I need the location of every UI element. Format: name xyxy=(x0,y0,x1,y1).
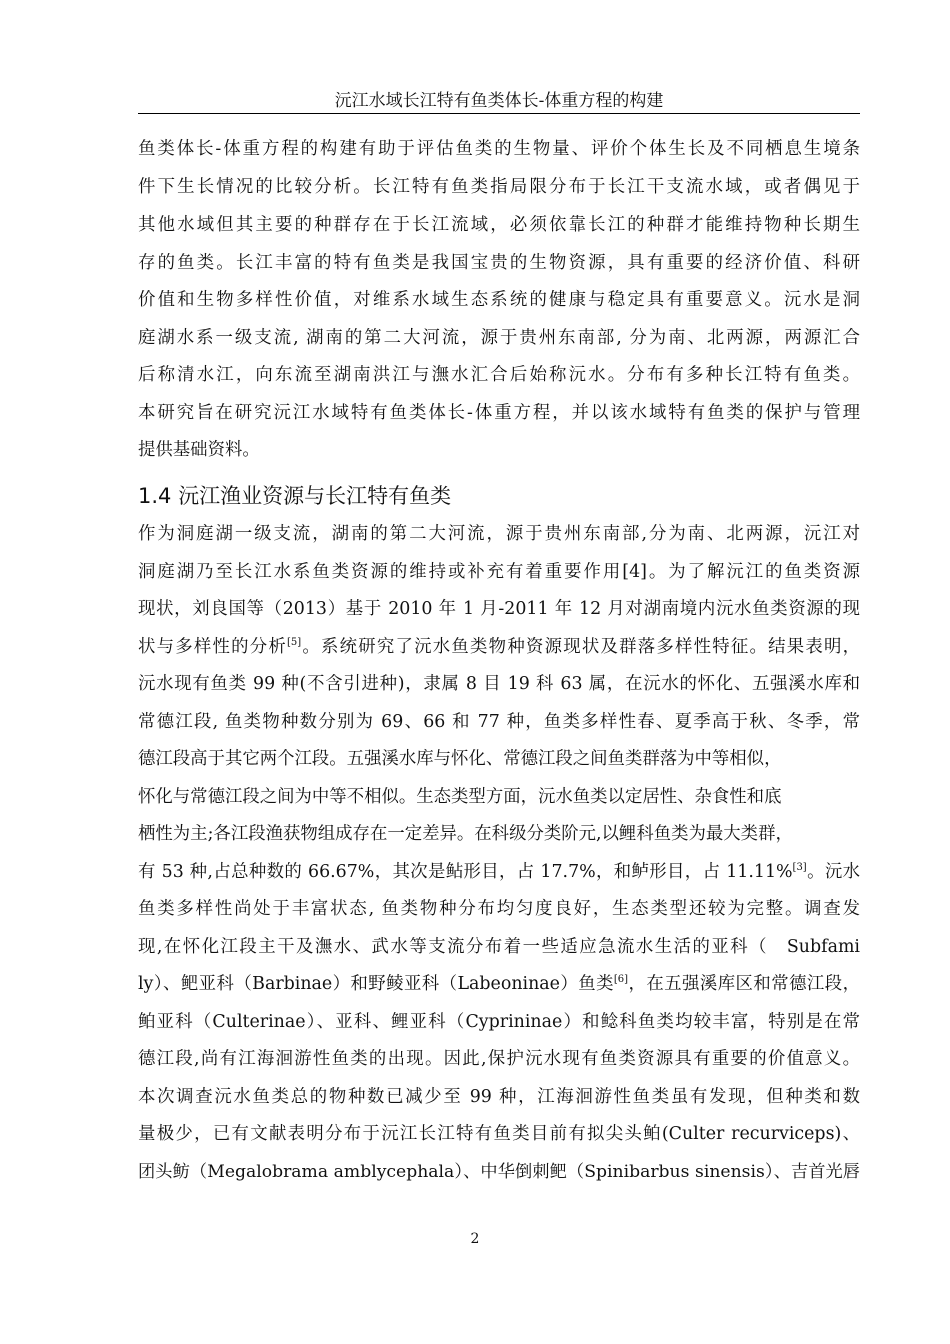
text-line: 现,在怀化江段主干及潕水、武水等支流分布着一些适应急流水生活的亚科（ Subfami xyxy=(138,937,860,957)
text-line xyxy=(138,630,860,664)
text-line: 本次调查沅水鱼类总的物种数已减少至 99 种，江海洄游性鱼类虽有发现，但种类和数 xyxy=(138,1087,860,1107)
text-line: 本研究旨在研究沅江水域特有鱼类体长-体重方程，并以该水域特有鱼类的保护与管理 xyxy=(138,403,860,423)
text-line: 常德江段, 鱼类物种数分别为 69、66 和 77 种，鱼类多样性春、夏季高于秋、冬季，常 xyxy=(138,712,860,732)
text-run: ，在五强溪库区和常德江段， xyxy=(628,974,860,994)
running-header: 沅江水域长江特有鱼类体长-体重方程的构建 xyxy=(334,91,664,111)
text-line xyxy=(138,967,860,1001)
citation: [5] xyxy=(287,637,302,648)
text-line: 存的鱼类。长江丰富的特有鱼类是我国宝贵的生物资源，具有重要的经济价值、科研 xyxy=(138,253,860,273)
text-line: 鱼类体长-体重方程的构建有助于评估鱼类的生物量、评价个体生长及不同栖息生境条 xyxy=(138,139,860,159)
citation: [3] xyxy=(792,862,807,873)
text-line xyxy=(138,855,860,889)
text-line: 鲌亚科（Culterinae）、亚科、鲤亚科（Cyprininae）和鲶科鱼类均较丰富，特别是在常 xyxy=(138,1012,860,1032)
text-line: 件下生长情况的比较分析。长江特有鱼类指局限分布于长江干支流水域，或者偶见于 xyxy=(138,177,860,197)
text-line: 提供基础资料。 xyxy=(138,440,260,460)
text-line: 现状，刘良国等（2013）基于 2010 年 1 月-2011 年 12 月对湖南境内沅水鱼类资源的现 xyxy=(138,599,860,619)
text-run: ly）、鲃亚科（Barbinae）和野鲮亚科（Labeoninae）鱼类 xyxy=(138,974,614,994)
text-line: 沅水现有鱼类 99 种(不含引进种)，隶属 8 目 19 科 63 属，在沅水的怀化、五强溪水库和 xyxy=(138,674,860,694)
text-line: 德江段高于其它两个江段。五强溪水库与怀化、常德江段之间鱼类群落为中等相似， xyxy=(138,749,782,769)
text-run: 有 53 种,占总种数的 66.67%，其次是鲇形目，占 17.7%，和鲈形目，占 11.11% xyxy=(138,862,793,882)
text-line: 团头鲂（Megalobrama amblycephala）、中华倒刺鲃（Spinibarbus sinensis）、吉首光唇 xyxy=(138,1162,860,1182)
text-line: 后称清水江，向东流至湖南洪江与潕水汇合后始称沅水。分布有多种长江特有鱼类。 xyxy=(138,365,860,385)
header-rule xyxy=(138,113,860,114)
text-run: 。沅水 xyxy=(806,862,860,882)
text-line: 其他水域但其主要的种群存在于长江流域，必须依靠长江的种群才能维持物种长期生 xyxy=(138,215,860,235)
text-line: 量极少，已有文献表明分布于沅江长江特有鱼类目前有拟尖头鲌(Culter recurviceps)、 xyxy=(138,1124,860,1144)
text-line: 洞庭湖乃至长江水系鱼类资源的维持或补充有着重要作用[4]。为了解沅江的鱼类资源 xyxy=(138,562,860,582)
text-line: 德江段,尚有江海洄游性鱼类的出现。因此,保护沅水现有鱼类资源具有重要的价值意义。 xyxy=(138,1049,860,1069)
text-line: 作为洞庭湖一级支流，湖南的第二大河流，源于贵州东南部,分为南、北两源，沅江对 xyxy=(138,524,860,544)
text-run: 。系统研究了沅水鱼类物种资源现状及群落多样性特征。结果表明， xyxy=(301,637,860,657)
citation: [6] xyxy=(613,974,629,985)
text-run: 状与多样性的分析 xyxy=(138,637,288,657)
text-line: 价值和生物多样性价值，对维系水域生态系统的健康与稳定具有重要意义。沅水是洞 xyxy=(138,290,860,310)
section-heading: 1.4 沅江渔业资源与长江特有鱼类 xyxy=(138,484,452,508)
text-line: 栖性为主;各江段渔获物组成存在一定差异。在科级分类阶元,以鲤科鱼类为最大类群， xyxy=(138,824,793,844)
text-line: 鱼类多样性尚处于丰富状态, 鱼类物种分布均匀度良好，生态类型还较为完整。调查发 xyxy=(138,899,860,919)
text-line: 怀化与常德江段之间为中等不相似。生态类型方面，沅水鱼类以定居性、杂食性和底 xyxy=(138,787,782,807)
text-line: 庭湖水系一级支流, 湖南的第二大河流，源于贵州东南部, 分为南、北两源，两源汇合 xyxy=(138,328,860,348)
page-number: 2 xyxy=(470,1231,480,1247)
